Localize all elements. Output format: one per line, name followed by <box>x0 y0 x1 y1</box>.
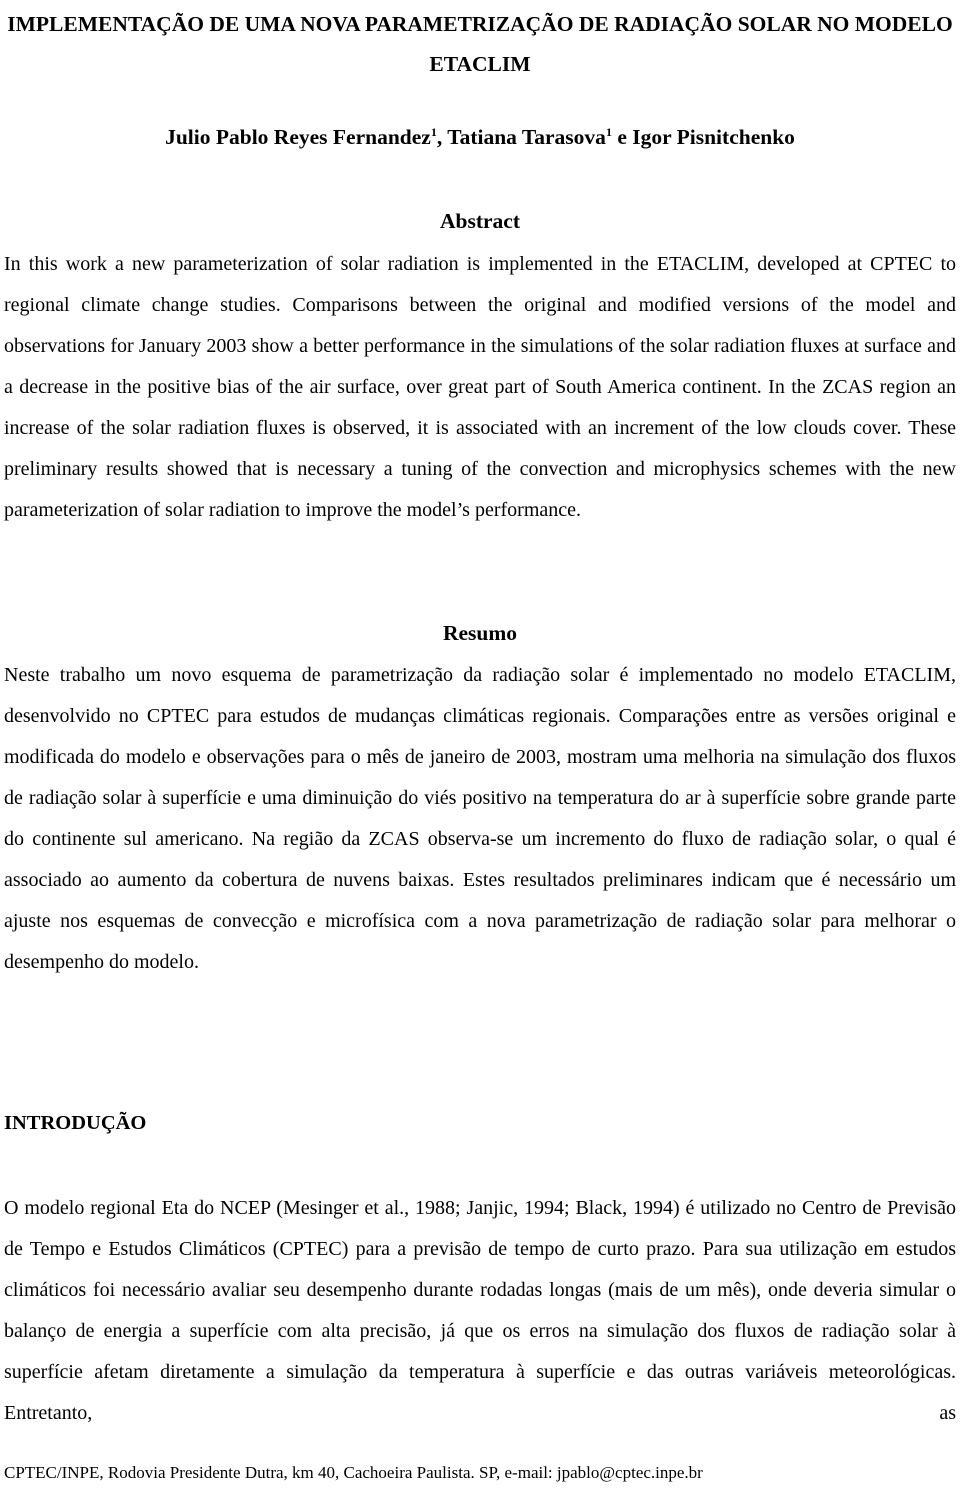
paper-title: IMPLEMENTAÇÃO DE UMA NOVA PARAMETRIZAÇÃO DE RADIAÇÃO SOLAR NO MODELO ETACLIM <box>7 12 953 76</box>
author-separator: , <box>436 125 448 149</box>
author-separator: e <box>611 125 633 149</box>
author-name: Julio Pablo Reyes Fernandez <box>165 125 431 149</box>
affiliation-marker: 1 <box>605 125 612 139</box>
abstract-heading: Abstract <box>439 209 520 233</box>
abstract-text: In this work a new parameterization of solar radiation is implemented in the ETACLIM, developed at CPTEC to regional climate change studies. Comparisons between the original and modified versions of the model and observations for January 2003 show a better performance in the simulations of the solar radiation fluxes at surface and a decrease in the positive bias of the air surface, over great part of South America continent. In the ZCAS region an increase of the solar radiation fluxes is observed, it is associated with an increment of the low clouds cover. These preliminary results showed that is necessary a tuning of the convection and microphysics schemes with the new parameterization of solar radiation to improve the model’s performance. <box>4 253 956 521</box>
author-name: Igor Pisnitchenko <box>632 125 795 149</box>
affiliation-footnote: CPTEC/INPE, Rodovia Presidente Dutra, km 40, Cachoeira Paulista. SP, e-mail: jpablo@cptec.inpe.br <box>4 1463 703 1482</box>
introducao-heading: INTRODUÇÃO <box>4 1112 147 1134</box>
affiliation-marker: 1 <box>430 125 437 139</box>
introducao-text: O modelo regional Eta do NCEP (Mesinger et al., 1988; Janjic, 1994; Black, 1994) é utilizado no Centro de Previsão de Tempo e Estudos Climáticos (CPTEC) para a previsão de tempo de curto prazo. Para sua utilização em estudos climáticos foi necessário avaliar seu desempenho durante rodadas longas (mais de um mês), onde deveria simular o balanço de energia a superfície com alta precisão, já que os erros na simulação dos fluxos de radiação solar à superfície afetam diretamente a simulação da temperatura à superfície e das outras variáveis meteorológicas. Entretanto, as <box>4 1197 956 1424</box>
author-list <box>0 122 960 152</box>
resumo-heading: Resumo <box>442 621 518 645</box>
resumo-text: Neste trabalho um novo esquema de parametrização da radiação solar é implementado no modelo ETACLIM, desenvolvido no CPTEC para estudos de mudanças climáticas regionais. Comparações entre as versões original e modificada do modelo e observações para o mês de janeiro de 2003, mostram uma melhoria na simulação dos fluxos de radiação solar à superfície e uma diminuição do viés positivo na temperatura do ar à superfície sobre grande parte do continente sul americano. Na região da ZCAS observa-se um incremento do fluxo de radiação solar, o qual é associado ao aumento da cobertura de nuvens baixas. Estes resultados preliminares indicam que é necessário um ajuste nos esquemas de convecção e microfísica com a nova parametrização de radiação solar para melhorar o desempenho do modelo. <box>4 664 956 973</box>
author-name: Tatiana Tarasova <box>447 125 606 149</box>
